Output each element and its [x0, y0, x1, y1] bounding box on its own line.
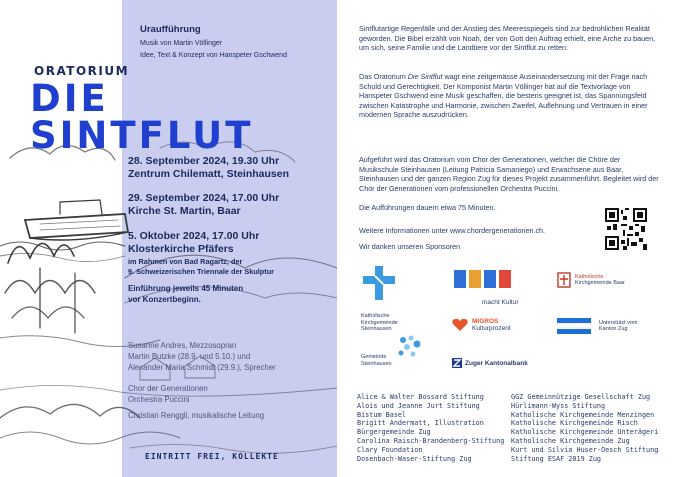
list-item: Katholische Kirchgemeinde Zug [511, 436, 630, 445]
dots-icon [397, 334, 423, 358]
premiere-label: Uraufführung [140, 24, 201, 35]
oratorium-paragraph: Das Oratorium Die Sintflut wagt eine zeitgemässe Auseinandersetzung mit der Frage nach Schuld und Gerechtigkeit. Der Komponist Martin Völlinger hat auf die Textvorlage von Hanspeter Gschwend eine Musik geschaffen, die bestens geeignet ist, das Spannungsfeld zwischen Katastrophe und Harmonie, zwischen Zweifel, Auflehnung und Vertrauen in einer modernen Sprache auszudrücken. [359, 72, 648, 120]
intro-paragraph: Sintflutartige Regenfälle und der Anstieg des Meeresspiegels sind zur bedrohlichen Realität geworden. Die Bibel erzählt von Noah, der von Gott den Auftrag erhielt, eine Arche zu bauen, um sich, seine Familie und die Landtiere vor der Sintflut zu retten. [359, 24, 656, 53]
cast-conductor: Christian Renggli, musikalische Leitung [128, 411, 265, 420]
event-3-note-2: 9. Schweizerischen Triennale der Skulptur [128, 267, 274, 276]
list-item: Dosenbach-Waser-Stiftung Zug [357, 454, 472, 463]
more-info-link[interactable]: Weitere Informationen unter www.chordergenerationen.ch. [359, 226, 546, 235]
baar-wordmark-icon [452, 268, 516, 290]
logo-migros: MIGROS Kulturprozent [452, 318, 511, 332]
logo-baar: macht Kultur [452, 268, 519, 306]
logo-gemeinde-steinhausen [397, 334, 423, 363]
zkb-icon [452, 358, 462, 368]
list-item: Bistum Basel [357, 410, 407, 419]
list-item: Brigitt Andermatt, Illustration [357, 419, 484, 428]
composer-credit: Musik von Martin Völlinger [140, 40, 223, 47]
logo-kath-baar: Katholische Kirchgemeinde Baar [557, 272, 625, 288]
genre-label: ORATORIUM [34, 64, 130, 78]
list-item: Alice & Walter Bossard Stiftung [357, 393, 484, 401]
list-item: Hürlimann-Wyss Stiftung [511, 401, 606, 410]
sponsor-thanks: Wir danken unseren Sponsoren [359, 242, 461, 251]
gemeinde-label: Gemeinde Steinhausen [361, 354, 392, 367]
list-item: Stiftung ESAF 2019 Zug [511, 454, 602, 463]
event-2-place: Kirche St. Martin, Baar [128, 205, 241, 217]
cast-speaker-2: Alexander Maria Schmidt (29.9.), Sprecher [128, 363, 276, 372]
duration-note: Die Aufführungen dauern etwa 75 Minuten. [359, 203, 496, 212]
list-item: Katholische Kirchgemeinde Unterägeri [511, 428, 659, 437]
logo-kath-steinhausen: Katholische Kirchgemeinde Steinhausen [361, 264, 398, 333]
cast-speaker-1: Martin Butzke (28.9. und 5.10.) und [128, 352, 251, 361]
info-panel [337, 0, 674, 477]
list-item: Bürgergemeinde Zug [357, 428, 431, 437]
intro-note-line-1: Einführung jeweils 45 Minuten [128, 284, 244, 293]
cast-soloist: Susanne Andres, Mezzosopran [128, 341, 237, 350]
list-item: Carolina Raisch-Brandenberg-Stiftung [357, 436, 505, 445]
page-title: DIE SINTFLUT [30, 77, 254, 157]
cast-choir: Chor der Generationen [128, 384, 208, 393]
list-item: Clary Foundation [357, 445, 423, 454]
cast-orchestra: Orchestra Puccini [128, 395, 190, 404]
intro-note-line-2: vor Konzertbeginn. [128, 295, 201, 304]
admission-note: EINTRITT FREI, KOLLEKTE [145, 452, 279, 461]
list-item: Katholische Kirchgemeinde Menzingen [511, 410, 655, 419]
list-item: GGZ Gemeinnützige Gesellschaft Zug [511, 393, 651, 401]
kanton-flag-icon [557, 318, 591, 334]
heart-icon [452, 318, 468, 332]
sponsor-list-right [511, 393, 658, 463]
work-title-italic: Die Sintflut [407, 72, 443, 81]
performers-paragraph: Aufgeführt wird das Oratorium vom Chor der Generationen, welcher die Chöre der Musikschule Steinhausen (Leitung Patricia Samaniego) und Erwachsene aus Baar, Steinhausen und der ganzen Region Zug für dieses Projekt zusammenführt. Begleitet wird der Chor der Generationen vom professionellen Orchestra Puccini. [359, 155, 659, 193]
church-icon [557, 272, 571, 288]
logo-zkb: Zuger Kantonalbank [452, 358, 528, 368]
cross-icon [361, 264, 397, 302]
list-item: Kurt und Silvia Huser-Oesch Stiftung [511, 445, 659, 454]
event-1-date: 28. September 2024, 19.30 Uhr [128, 155, 280, 167]
event-1-place: Zentrum Chilematt, Steinhausen [128, 168, 290, 180]
concept-credit: Idee, Text & Konzept von Hanspeter Gschwend [140, 52, 287, 59]
event-3-date: 5. Oktober 2024, 17.00 Uhr [128, 230, 260, 242]
sponsor-list-left [357, 393, 504, 463]
logo-kanton-zug: Unterstützt vom Kanton Zug [557, 318, 638, 334]
list-item: Katholische Kirchgemeinde Risch [511, 419, 638, 428]
list-item: Alois und Jeanne Jurt Stiftung [357, 401, 480, 410]
event-3-note-1: im Rahmen von Bad Ragartz, der [128, 257, 243, 266]
event-3-place: Klosterkirche Pfäfers [128, 243, 234, 255]
qr-code-icon[interactable] [605, 208, 647, 250]
event-2-date: 29. September 2024, 17.00 Uhr [128, 192, 280, 204]
